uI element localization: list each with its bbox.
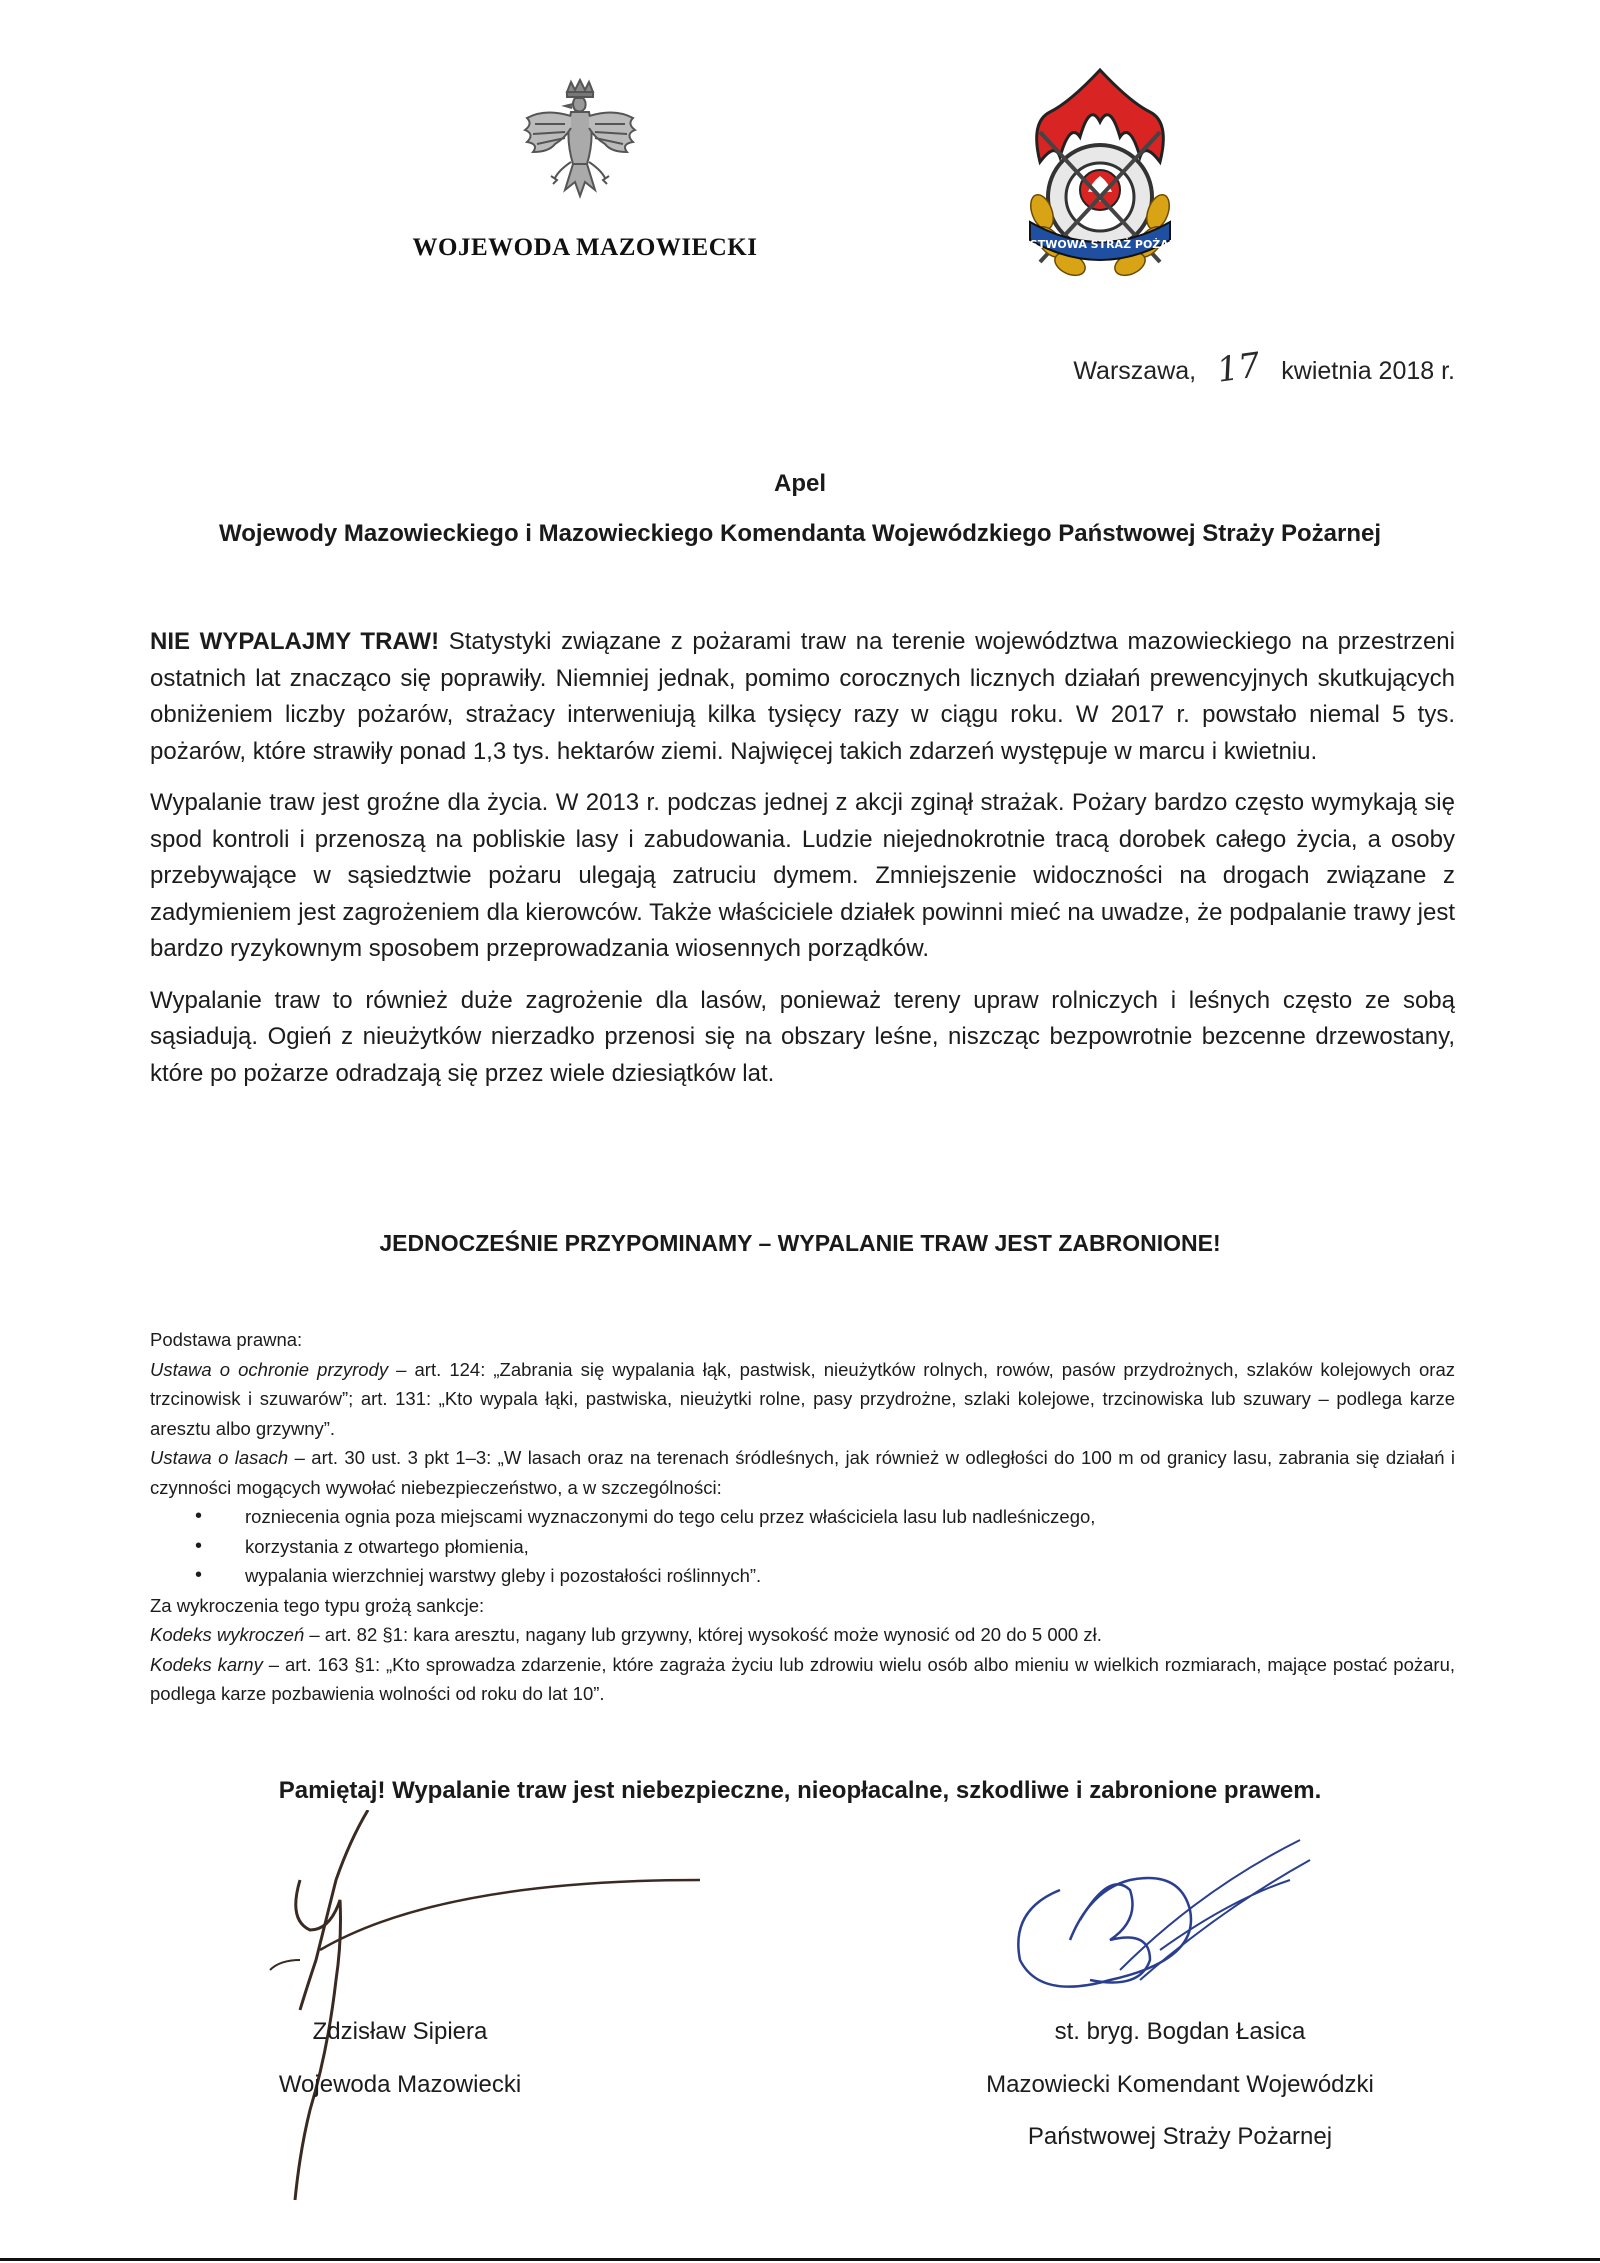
legal-bullet-list	[150, 1502, 1455, 1591]
signer-right-role: Mazowiecki Komendant Wojewódzki	[986, 2071, 1374, 2098]
legal-heading: Podstawa prawna:	[150, 1329, 303, 1350]
paragraph-2: Wypalanie traw jest groźne dla życia. W 2013 r. podczas jednej z akcji zginął strażak. Pożary bardzo często wymykają się spod kontroli i przenoszą na pobliskie lasy i zabudowania. Ludzie niejednokrotnie tracą dorobek całego życia, a osoby przebywające w sąsiedztwie pożaru ulegają zatruciu dymem. Zmniejszenie widoczności na drogach związane z zadymieniem jest zagrożeniem dla kierowców. Także właściciele działek powinni mieć na uwadze, że podpalanie trawy jest bardzo ryzykownym sposobem przeprowadzania wiosennych porządków.	[150, 789, 1455, 962]
signer-right-role-line2: Państwowej Straży Pożarnej	[1027, 2123, 1333, 2150]
legal-item-2	[150, 1443, 1455, 1502]
psp-logo-text: PAŃSTWOWA STRAŻ POŻARNA	[1005, 238, 1195, 251]
legal-item-4-text: – art. 163 §1: „Kto sprowadza zdarzenie, które zagraża życiu lub zdrowiu wielu osób albo mieniu w wielkich rozmiarach, mające postać pożaru, podlega karze pozbawienia wolności od roku do lat 10”.	[150, 1653, 1455, 1704]
polish-eagle-icon	[515, 78, 645, 208]
date-day-handwritten: 17	[1214, 345, 1263, 391]
page-bottom-border	[0, 2258, 1600, 2261]
legal-item-4-title: Kodeks karny	[150, 1653, 263, 1675]
paragraph-3: Wypalanie traw to również duże zagrożenie dla lasów, ponieważ tereny upraw rolniczych i leśnych często ze sobą sąsiadują. Ogień z nieużytków nierzadko przenosi się na obszary leśne, niszcząc bezpowrotnie bezcenne drzewostany, które po pożarze odradzają się przez wiele dziesiątków lat.	[150, 986, 1455, 1087]
list-item: • korzystania z otwartego płomienia,	[245, 1532, 1455, 1562]
signer-right-name: st. bryg. Bogdan Łasica	[1054, 2018, 1306, 2045]
paragraph-1-lead: NIE WYPALAJMY TRAW!	[150, 628, 440, 655]
issuer-title: WOJEWODA MAZOWIECKI	[412, 234, 758, 261]
legal-item-2-title: Ustawa o lasach	[150, 1447, 289, 1468]
legal-item-3-title: Kodeks wykroczeń	[150, 1624, 305, 1645]
paragraph-1-text: Statystyki związane z pożarami traw na terenie województwa mazowieckiego na przestrzeni ostatnich lat znacząco się poprawiły. Niemniej jednak, pomimo corocznych licznych działań prewencyjnych skutkujących obniżeniem liczby pożarów, strażacy interweniują kilka tysięcy razy w ciągu roku. W 2017 r. powstało niemal 5 tys. pożarów, które strawiły ponad 1,3 tys. hektarów ziemi. Najwięcej takich zdarzeń występuje w marcu i kwietniu.	[150, 628, 1455, 765]
signature-right-icon	[1000, 1830, 1320, 2020]
document-subtitle: Wojewody Mazowieckiego i Mazowieckiego Komendanta Wojewódzkiego Państwowej Straży Pożarnej	[218, 520, 1382, 547]
signer-left-name: Zdzisław Sipiera	[312, 2018, 488, 2045]
letter-date	[1073, 345, 1455, 391]
legal-basis	[150, 1325, 1455, 1709]
date-prefix: Warszawa,	[1073, 357, 1197, 385]
psp-emblem-icon	[1000, 62, 1200, 292]
signature-left-icon	[240, 1810, 710, 2210]
legal-item-1-text: – art. 124: „Zabrania się wypalania łąk, pastwisk, nieużytków rolnych, rowów, pasów przydrożnych, szlaków kolejowych oraz trzcinowisk i szuwarów”; art. 131: „Kto wypala łąki, pastwiska, nieużytki rolne, pasy przydrożne, szlaki kolejowe, trzcinowiska lub szuwary – podlega karze aresztu albo grzywny”.	[150, 1358, 1455, 1439]
legal-item-1-title: Ustawa o ochronie przyrody	[150, 1358, 389, 1380]
legal-item-3-text: – art. 82 §1: kara aresztu, nagany lub grzywny, której wysokość może wynosić od 20 do 5 000 zł.	[304, 1624, 1102, 1645]
signer-left-role: Wojewoda Mazowiecki	[278, 2071, 522, 2098]
list-item: • wypalania wierzchniej warstwy gleby i pozostałości roślinnych”.	[245, 1561, 1455, 1591]
sanctions-heading: Za wykroczenia tego typu grożą sankcje:	[150, 1594, 485, 1616]
legal-item-3	[150, 1620, 1455, 1650]
reminder-heading: JEDNOCZEŚNIE PRZYPOMINAMY – WYPALANIE TRAW JEST ZABRONIONE!	[379, 1230, 1221, 1256]
legal-item-4	[150, 1650, 1455, 1709]
closing-statement: Pamiętaj! Wypalanie traw jest niebezpieczne, nieopłacalne, szkodliwe i zabronione prawem.	[278, 1777, 1322, 1804]
list-item: • rozniecenia ognia poza miejscami wyznaczonymi do tego celu przez właściciela lasu lub nadleśniczego,	[245, 1502, 1455, 1532]
appeal-body	[150, 624, 1455, 1107]
paragraph-1	[150, 624, 1455, 770]
document-title: Apel	[773, 470, 826, 497]
date-suffix: kwietnia 2018 r.	[1281, 357, 1455, 385]
legal-item-2-text: – art. 30 ust. 3 pkt 1–3: „W lasach oraz na terenach śródleśnych, jak również w odległości do 100 m od granicy lasu, zabrania się działań i czynności mogących wywołać niebezpieczeństwo, a w szczególności:	[150, 1447, 1456, 1498]
legal-item-1	[150, 1355, 1455, 1444]
